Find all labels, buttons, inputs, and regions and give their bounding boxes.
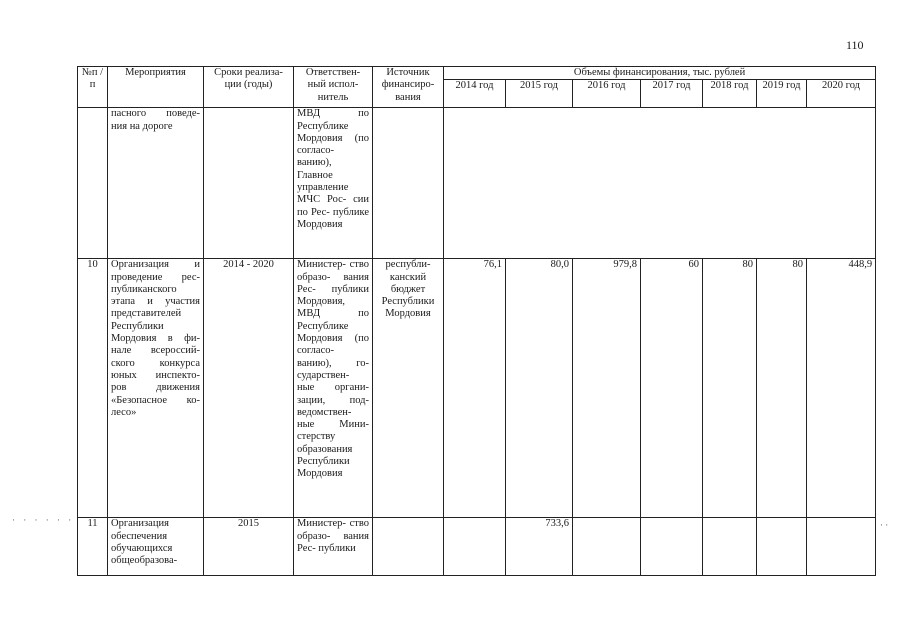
- header-funding: Объемы финансирования, тыс. рублей: [444, 67, 876, 80]
- scan-artifact: · ·: [880, 520, 889, 530]
- row-responsible: МВД по Республике Мордовия (по согласо- ванию), Главное управление МЧС Рос- сии по Рес- публике Мордовия: [294, 108, 373, 259]
- row-values-empty: [444, 108, 876, 259]
- row-source: [373, 518, 444, 576]
- value-2020: [807, 518, 876, 576]
- row-num: 11: [78, 518, 108, 576]
- table-row: [78, 518, 876, 576]
- value-2016: 979,8: [573, 259, 641, 518]
- header-num: №п /п: [78, 67, 108, 108]
- row-source: [373, 108, 444, 259]
- header-source: Источник финансиро- вания: [373, 67, 444, 108]
- header-row-1: [78, 67, 876, 80]
- value-2018: 80: [703, 259, 757, 518]
- value-2017: [641, 518, 703, 576]
- row-measure: Организация обеспечения обучающихся общеобразова-: [108, 518, 204, 576]
- row-responsible: Министер- ство образо- вания Рес- публики Мордовия, МВД по Республике Мордовия (по согласо- ванию), го- сударствен- ные органи- зации, под- ведомствен- ные Мини- стерству образования Республики Мордовия: [294, 259, 373, 518]
- header-year: 2016 год: [573, 80, 641, 108]
- header-year: 2020 год: [807, 80, 876, 108]
- value-2017: 60: [641, 259, 703, 518]
- header-measures: Мероприятия: [108, 67, 204, 108]
- row-measure: пасного поведе- ния на дороге: [108, 108, 204, 259]
- header-year: 2015 год: [506, 80, 573, 108]
- row-term: 2015: [204, 518, 294, 576]
- header-responsible: Ответствен- ный испол- нитель: [294, 67, 373, 108]
- value-2015: 733,6: [506, 518, 573, 576]
- value-2018: [703, 518, 757, 576]
- row-source: республи- канский бюджет Республики Мордовия: [373, 259, 444, 518]
- value-2019: 80: [757, 259, 807, 518]
- funding-table: [77, 66, 876, 576]
- value-2014: [444, 518, 506, 576]
- value-2014: 76,1: [444, 259, 506, 518]
- value-2016: [573, 518, 641, 576]
- row-num: [78, 108, 108, 259]
- row-responsible: Министер- ство образо- вания Рес- публики: [294, 518, 373, 576]
- header-year: 2014 год: [444, 80, 506, 108]
- scan-artifact: · · · · · ·: [12, 515, 75, 525]
- value-2015: 80,0: [506, 259, 573, 518]
- page-number: 110: [846, 38, 864, 52]
- header-year: 2017 год: [641, 80, 703, 108]
- row-measure: Организация и проведение рес- публиканского этапа и участия представителей Республики Мордовия в фи- нале всероссий- ского конкурса юных инспекто- ров движения «Безопасное ко- лесо»: [108, 259, 204, 518]
- row-term: 2014 - 2020: [204, 259, 294, 518]
- header-terms: Сроки реализа- ции (годы): [204, 67, 294, 108]
- header-year: 2018 год: [703, 80, 757, 108]
- table-row: [78, 259, 876, 518]
- row-num: 10: [78, 259, 108, 518]
- row-term: [204, 108, 294, 259]
- value-2019: [757, 518, 807, 576]
- table-row: [78, 108, 876, 259]
- header-year: 2019 год: [757, 80, 807, 108]
- value-2020: 448,9: [807, 259, 876, 518]
